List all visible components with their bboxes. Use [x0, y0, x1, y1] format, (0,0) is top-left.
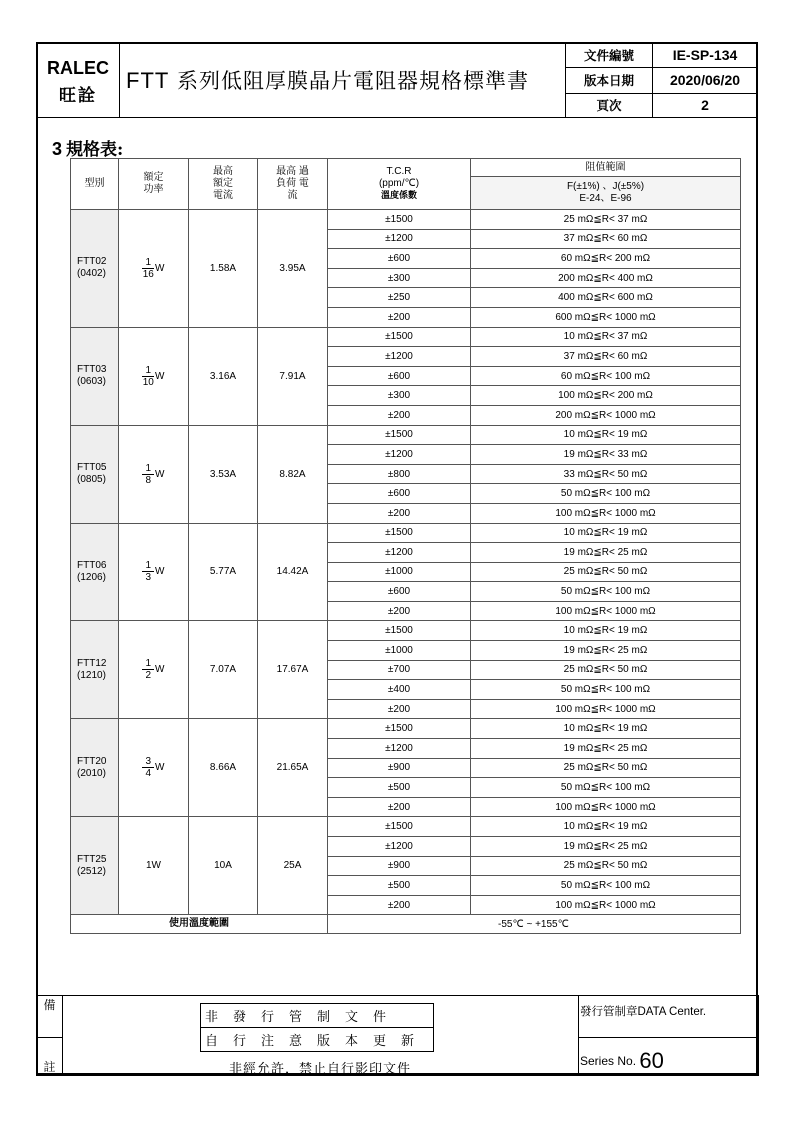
- tcr-cell: ±200: [328, 895, 471, 915]
- version-date-label: 版本日期: [566, 68, 653, 93]
- tcr-cell: ±600: [328, 366, 471, 386]
- tcr-cell: ±1500: [328, 621, 471, 641]
- control-value: DATA Center.: [637, 1006, 707, 1018]
- tcr-cell: ±1500: [328, 327, 471, 347]
- power-denominator: 8: [145, 474, 152, 486]
- power-unit: W: [155, 262, 165, 274]
- model-name: FTT12: [77, 657, 107, 669]
- section-heading: [52, 135, 123, 160]
- model-size: (1210): [77, 669, 106, 681]
- resistance-range-cell: 19 mΩ≦R< 25 mΩ: [471, 641, 741, 661]
- col-tcr-3: 溫度係數: [380, 191, 417, 201]
- table-row: [71, 621, 741, 641]
- resistance-range-cell: 19 mΩ≦R< 25 mΩ: [471, 739, 741, 759]
- model-name: FTT02: [77, 256, 107, 268]
- overload-current-cell: 17.67A: [258, 621, 328, 719]
- notice-box: [200, 1003, 434, 1052]
- document-title: [120, 43, 566, 118]
- resistance-range-cell: 37 mΩ≦R< 60 mΩ: [471, 229, 741, 249]
- col-range: 阻值範圍: [471, 159, 741, 177]
- resistance-range-cell: 100 mΩ≦R< 1000 mΩ: [471, 601, 741, 621]
- power-unit: W: [155, 370, 165, 382]
- tcr-cell: ±1200: [328, 739, 471, 759]
- col-range-sub-1: F(±1%) 、J(±5%): [566, 181, 645, 192]
- power-numerator: 1: [142, 658, 154, 670]
- rated-current-cell: 3.53A: [189, 425, 258, 523]
- tcr-cell: ±1500: [328, 523, 471, 543]
- power-cell: [119, 425, 189, 523]
- resistance-range-cell: 50 mΩ≦R< 100 mΩ: [471, 484, 741, 504]
- model-name: FTT06: [77, 559, 107, 571]
- company-logo: [37, 43, 120, 118]
- tcr-cell: ±1200: [328, 445, 471, 465]
- resistance-range-cell: 100 mΩ≦R< 200 mΩ: [471, 386, 741, 406]
- col-rated-current: 最高 額定 電流: [189, 159, 258, 210]
- tcr-cell: ±1500: [328, 210, 471, 230]
- power-unit: W: [155, 566, 165, 578]
- operating-temp-label: 使用溫度範圍: [71, 915, 328, 934]
- power-unit: W: [155, 664, 165, 676]
- remark-side-bottom: 註: [37, 1038, 63, 1076]
- section-title: 規格表:: [66, 140, 124, 160]
- model-cell: [71, 719, 119, 817]
- model-name: FTT20: [77, 755, 107, 767]
- model-size: (1206): [77, 571, 106, 583]
- page-number: 2: [653, 93, 758, 117]
- power-numerator: 1: [142, 463, 154, 475]
- rated-current-cell: 3.16A: [189, 327, 258, 425]
- col-model: 型別: [71, 159, 119, 210]
- resistance-range-cell: 25 mΩ≦R< 37 mΩ: [471, 210, 741, 230]
- tcr-cell: ±200: [328, 307, 471, 327]
- col-range-sub-2: E-24、E-96: [579, 193, 632, 204]
- resistance-range-cell: 33 mΩ≦R< 50 mΩ: [471, 464, 741, 484]
- resistance-range-cell: 100 mΩ≦R< 1000 mΩ: [471, 797, 741, 817]
- tcr-cell: ±1200: [328, 543, 471, 563]
- tcr-cell: ±600: [328, 249, 471, 269]
- tcr-cell: ±1200: [328, 837, 471, 857]
- tcr-cell: ±1000: [328, 641, 471, 661]
- title-rest: 系列低阻厚膜晶片電阻器規格標準書: [169, 69, 530, 93]
- tcr-cell: ±1200: [328, 347, 471, 367]
- col-power: 額定 功率: [119, 159, 189, 210]
- power-fraction: [142, 658, 154, 681]
- table-row: [71, 817, 741, 837]
- rated-current-cell: 5.77A: [189, 523, 258, 621]
- section-number: 3: [52, 139, 63, 159]
- power-cell: [119, 327, 189, 425]
- model-name: FTT25: [77, 853, 107, 865]
- resistance-range-cell: 25 mΩ≦R< 50 mΩ: [471, 562, 741, 582]
- resistance-range-cell: 37 mΩ≦R< 60 mΩ: [471, 347, 741, 367]
- control-label: 發行管制章: [580, 1004, 638, 1018]
- tcr-cell: ±400: [328, 680, 471, 700]
- rated-current-cell: 8.66A: [189, 719, 258, 817]
- tcr-cell: ±1500: [328, 817, 471, 837]
- power-numerator: 1: [142, 560, 154, 572]
- power-fraction: [142, 365, 154, 388]
- tcr-cell: ±200: [328, 503, 471, 523]
- resistance-range-cell: 200 mΩ≦R< 400 mΩ: [471, 268, 741, 288]
- resistance-range-cell: 19 mΩ≦R< 33 mΩ: [471, 445, 741, 465]
- power-value: 1W: [146, 860, 161, 872]
- model-name: FTT03: [77, 364, 107, 376]
- doc-no: IE-SP-134: [653, 43, 758, 68]
- table-row: [71, 327, 741, 347]
- table-row: [71, 425, 741, 445]
- version-date: 2020/06/20: [653, 68, 758, 93]
- resistance-range-cell: 100 mΩ≦R< 1000 mΩ: [471, 699, 741, 719]
- table-row: [71, 210, 741, 230]
- copy-forbidden-note: 非經允許，禁止自行影印文件: [228, 1062, 411, 1077]
- power-cell: [119, 523, 189, 621]
- model-cell: [71, 425, 119, 523]
- document-header: [36, 42, 758, 118]
- remark-side-top: 備: [37, 996, 63, 1038]
- table-row: [71, 719, 741, 739]
- overload-current-cell: 7.91A: [258, 327, 328, 425]
- resistance-range-cell: 10 mΩ≦R< 19 mΩ: [471, 523, 741, 543]
- tcr-cell: ±200: [328, 601, 471, 621]
- rated-current-cell: 7.07A: [189, 621, 258, 719]
- page-label: 頁次: [566, 93, 653, 117]
- tcr-cell: ±1200: [328, 229, 471, 249]
- resistance-range-cell: 10 mΩ≦R< 19 mΩ: [471, 425, 741, 445]
- power-numerator: 1: [142, 365, 154, 377]
- model-size: (0603): [77, 376, 106, 388]
- resistance-range-cell: 50 mΩ≦R< 100 mΩ: [471, 876, 741, 896]
- power-unit: W: [155, 762, 165, 774]
- tcr-cell: ±500: [328, 876, 471, 896]
- tcr-cell: ±600: [328, 484, 471, 504]
- rated-current-cell: 10A: [189, 817, 258, 915]
- resistance-range-cell: 50 mΩ≦R< 100 mΩ: [471, 680, 741, 700]
- power-cell: [119, 621, 189, 719]
- power-unit: W: [155, 468, 165, 480]
- power-numerator: 1: [142, 257, 154, 269]
- resistance-range-cell: 10 mΩ≦R< 19 mΩ: [471, 719, 741, 739]
- model-size: (0805): [77, 474, 106, 486]
- resistance-range-cell: 10 mΩ≦R< 19 mΩ: [471, 817, 741, 837]
- tcr-cell: ±600: [328, 582, 471, 602]
- brand-en: RALEC: [47, 58, 109, 78]
- title-prefix: FTT: [126, 68, 170, 93]
- power-cell: [119, 210, 189, 328]
- model-cell: [71, 817, 119, 915]
- model-size: (2010): [77, 767, 106, 779]
- series-value: 60: [639, 1048, 664, 1073]
- power-denominator: 2: [145, 670, 152, 682]
- col-tcr-2: (ppm/℃): [378, 178, 420, 189]
- resistance-range-cell: 600 mΩ≦R< 1000 mΩ: [471, 307, 741, 327]
- notice-row-1: 非發行管制文件: [201, 1004, 434, 1028]
- power-denominator: 4: [145, 768, 152, 780]
- resistance-range-cell: 200 mΩ≦R< 1000 mΩ: [471, 405, 741, 425]
- power-numerator: 3: [142, 756, 154, 768]
- rated-current-cell: 1.58A: [189, 210, 258, 328]
- tcr-cell: ±250: [328, 288, 471, 308]
- model-cell: [71, 523, 119, 621]
- tcr-cell: ±200: [328, 405, 471, 425]
- tcr-cell: ±1500: [328, 719, 471, 739]
- resistance-range-cell: 100 mΩ≦R< 1000 mΩ: [471, 503, 741, 523]
- col-tcr: [328, 159, 471, 210]
- model-size: (2512): [77, 865, 106, 877]
- spec-table: [70, 158, 741, 934]
- resistance-range-cell: 25 mΩ≦R< 50 mΩ: [471, 856, 741, 876]
- tcr-cell: ±800: [328, 464, 471, 484]
- tcr-cell: ±900: [328, 856, 471, 876]
- overload-current-cell: 25A: [258, 817, 328, 915]
- power-fraction: [142, 257, 154, 280]
- resistance-range-cell: 60 mΩ≦R< 200 mΩ: [471, 249, 741, 269]
- series-label: Series No.: [580, 1054, 637, 1068]
- tcr-cell: ±200: [328, 699, 471, 719]
- series-number: [580, 1048, 664, 1074]
- tcr-cell: ±500: [328, 778, 471, 798]
- resistance-range-cell: 50 mΩ≦R< 100 mΩ: [471, 778, 741, 798]
- overload-current-cell: 3.95A: [258, 210, 328, 328]
- tcr-cell: ±1500: [328, 425, 471, 445]
- resistance-range-cell: 100 mΩ≦R< 1000 mΩ: [471, 895, 741, 915]
- resistance-range-cell: 50 mΩ≦R< 100 mΩ: [471, 582, 741, 602]
- col-overload-current: 最高 過負荷 電流: [258, 159, 328, 210]
- col-tcr-1: T.C.R: [386, 166, 412, 177]
- overload-current-cell: 8.82A: [258, 425, 328, 523]
- power-fraction: [142, 560, 154, 583]
- table-row: [71, 523, 741, 543]
- overload-current-cell: 21.65A: [258, 719, 328, 817]
- resistance-range-cell: 19 mΩ≦R< 25 mΩ: [471, 837, 741, 857]
- resistance-range-cell: 10 mΩ≦R< 37 mΩ: [471, 327, 741, 347]
- power-denominator: 16: [142, 268, 154, 280]
- power-cell: [119, 817, 189, 915]
- tcr-cell: ±700: [328, 660, 471, 680]
- model-size: (0402): [77, 268, 106, 280]
- tcr-cell: ±1000: [328, 562, 471, 582]
- power-fraction: [142, 463, 154, 486]
- doc-no-label: 文件編號: [566, 43, 653, 68]
- tcr-cell: ±200: [328, 797, 471, 817]
- brand-zh: 旺詮: [59, 86, 97, 106]
- tcr-cell: ±300: [328, 386, 471, 406]
- resistance-range-cell: 25 mΩ≦R< 50 mΩ: [471, 660, 741, 680]
- model-cell: [71, 621, 119, 719]
- power-denominator: 10: [142, 376, 154, 388]
- notice-row-2: 自行注意版本更新: [201, 1028, 434, 1052]
- resistance-range-cell: 10 mΩ≦R< 19 mΩ: [471, 621, 741, 641]
- operating-temp-value: -55℃ ~ +155℃: [328, 915, 741, 934]
- resistance-range-cell: 60 mΩ≦R< 100 mΩ: [471, 366, 741, 386]
- power-fraction: [142, 756, 154, 779]
- power-denominator: 3: [145, 572, 152, 584]
- control-stamp: [580, 1003, 706, 1019]
- overload-current-cell: 14.42A: [258, 523, 328, 621]
- model-name: FTT05: [77, 462, 107, 474]
- tcr-cell: ±300: [328, 268, 471, 288]
- tcr-cell: ±900: [328, 758, 471, 778]
- power-cell: [119, 719, 189, 817]
- resistance-range-cell: 25 mΩ≦R< 50 mΩ: [471, 758, 741, 778]
- resistance-range-cell: 19 mΩ≦R< 25 mΩ: [471, 543, 741, 563]
- model-cell: [71, 327, 119, 425]
- resistance-range-cell: 400 mΩ≦R< 600 mΩ: [471, 288, 741, 308]
- model-cell: [71, 210, 119, 328]
- col-range-sub: [471, 177, 741, 210]
